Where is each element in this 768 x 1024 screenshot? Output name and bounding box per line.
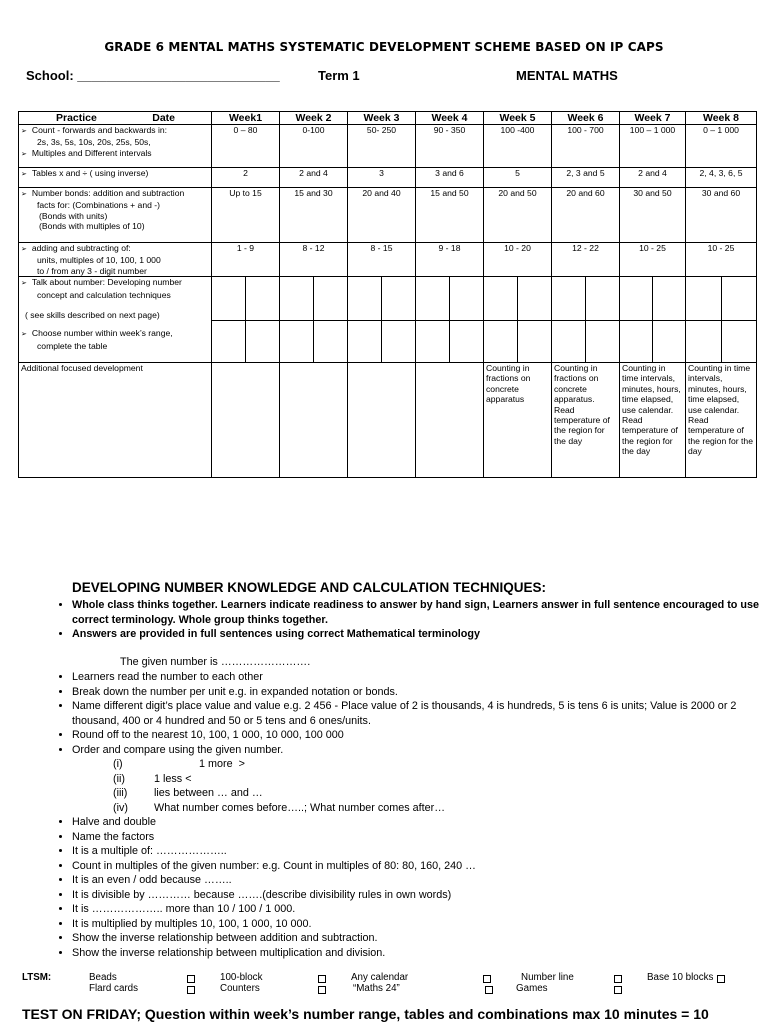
ltsm-item: Counters [220,983,260,994]
list-item: • It is ……………….. more than 10 / 100 / 1 000. [72,902,762,917]
row-line: ➢ Count - forwards and backwards in: [21,125,209,137]
table-row [19,320,757,362]
list-item: • Learners read the number to each other [72,670,762,685]
list-item: • Show the inverse relationship between multiplication and division. [72,946,762,961]
subject-label: MENTAL MATHS [516,68,618,83]
practice-cell [19,277,212,321]
week-value: 2 and 4 [280,168,348,188]
list-item: • Round off to the nearest 10, 100, 1 000, 10 000, 100 000 [72,728,762,743]
ltsm-item: Beads [89,972,117,983]
row-line: concept and calculation techniques [37,289,171,300]
row-line: ➢ adding and subtracting of: [21,243,209,255]
sub-item-text: lies between … and … [154,787,263,799]
week-header: Week 2 [280,112,348,125]
list-item: • Name the factors [72,830,762,845]
week-value: 1 - 9 [212,243,280,277]
sub-item-text: 1 more > [154,758,245,770]
checkbox[interactable] [485,986,493,994]
row-line: to / from any 3 - digit number [37,265,147,276]
checkbox[interactable] [483,975,491,983]
ltsm-item: 100-block [220,972,263,983]
list-item: • It is a multiple of: ……………….. [72,844,762,859]
week-value: 15 and 30 [280,188,348,243]
week-value: 90 - 350 [416,125,484,168]
week-value: 20 and 50 [484,188,552,243]
sub-item [113,757,445,772]
sub-item-text: What number comes before…..; What number comes after… [154,801,446,814]
row-line: (Bonds with multiples of 10) [39,221,145,232]
week-note: Counting in fractions on concrete apparatus. Read temperature of the region for the day [552,362,620,477]
week-header: Week 4 [416,112,484,125]
page-title: GRADE 6 MENTAL MATHS SYSTEMATIC DEVELOPMENT SCHEME BASED ON IP CAPS [104,40,664,54]
week-value: 30 and 60 [686,188,757,243]
row-line: complete the table [37,340,108,351]
week-header: Week 7 [620,112,686,125]
ltsm-item: Base 10 blocks [647,972,714,983]
table-row [19,168,757,188]
ltsm-label: LTSM: [22,972,52,983]
checkbox[interactable] [318,975,326,983]
sub-item-number: (iii) [113,787,128,799]
row-line: units, multiples of 10, 100, 1 000 [37,255,161,266]
list-item: • Answers are provided in full sentences using correct Mathematical terminology [72,627,762,642]
table-header-row [19,112,757,125]
list-item: • Count in multiples of the given number: e.g. Count in multiples of 80: 80, 160, 240 … [72,859,762,874]
week-value: 2 and 4 [620,168,686,188]
checkbox[interactable] [187,975,195,983]
ltsm-item: Games [516,983,548,994]
week-value: 20 and 60 [552,188,620,243]
list-item: • Whole class thinks together. Learners indicate readiness to answer by hand sign, Learners answer in full sentence encouraged to use correct terminology. Whole group thinks together. [72,598,762,627]
list-item: • Break down the number per unit e.g. in expanded notation or bonds. [72,685,762,700]
practice-cell [19,320,212,362]
week-value: 100 - 700 [552,125,620,168]
sub-item-number: (iv) [113,801,128,814]
table-row [19,125,757,168]
list-item: • It is divisible by ………… because …….(describe divisibility rules in own words) [72,888,762,903]
week-value: 2 [212,168,280,188]
week-note: Counting in fractions on concrete apparatus [484,362,552,477]
given-number-line: The given number is ……………………. [120,656,311,668]
row-line: ➢ Multiples and Different intervals [21,148,209,160]
week-note: Counting in time intervals, minutes, hours, time elapsed, use calendar. Read temperature of the region for the day [620,362,686,477]
practice-date-header [19,112,212,125]
row-line: 2s, 3s, 5s, 10s, 20s, 25s, 50s, [37,137,151,148]
week-header: Week 6 [552,112,620,125]
checkbox[interactable] [318,986,326,994]
week-value: 3 [348,168,416,188]
compare-sublist [113,757,445,815]
sub-item [113,801,445,816]
checkbox[interactable] [187,986,195,994]
week-value: 0 – 1 000 [686,125,757,168]
section-heading: DEVELOPING NUMBER KNOWLEDGE AND CALCULATION TECHNIQUES: [72,580,546,595]
week-value: 2, 4, 3, 6, 5 [686,168,757,188]
row-line: (Bonds with units) [39,210,108,221]
week-value: 9 - 18 [416,243,484,277]
week-note: Counting in time intervals, minutes, hours, time elapsed, use calendar. Read temperature of the region for the day [686,362,757,477]
scheme-table [18,111,757,478]
week-value: 8 - 12 [280,243,348,277]
row-line: ➢ Talk about number: Developing number [21,277,209,289]
list-item: • Name different digit’s place value and value e.g. 2 456 - Place value of 2 is thousands, 4 is hundreds, 5 is tens 6 is units; Value is 2000 or 2 thousand, 400 or 4 hundred and 50 or 5 tens and 6 ones/units. [72,699,762,728]
practice-cell [19,188,212,243]
row-line: ➢ Tables x and ÷ ( using inverse) [21,168,209,180]
week-value: 100 – 1 000 [620,125,686,168]
row-line: ➢ Number bonds: addition and subtraction [21,188,209,200]
week-value: 20 and 40 [348,188,416,243]
ltsm-item: Flard cards [89,983,138,994]
sub-item-number: (ii) [113,772,125,785]
week-value: 8 - 15 [348,243,416,277]
week-value: 30 and 50 [620,188,686,243]
bold-instructions-list [54,598,762,642]
week-value: 2, 3 and 5 [552,168,620,188]
week-value: 50- 250 [348,125,416,168]
school-label: School: ____________________________ [26,68,280,83]
row-note: ( see skills described on next page) [25,310,160,321]
checkbox[interactable] [614,975,622,983]
table-row [19,362,757,477]
practice-cell: Additional focused development [19,362,212,477]
practice-cell [19,125,212,168]
week-value: 10 - 25 [620,243,686,277]
list-item: • It is multiplied by multiples 10, 100, 1 000, 10 000. [72,917,762,932]
week-value: 3 and 6 [416,168,484,188]
table-row [19,188,757,243]
week-value: 10 - 25 [686,243,757,277]
checkbox[interactable] [717,975,725,983]
sub-item [113,786,445,801]
technique-list-a [54,670,762,757]
list-item: • Show the inverse relationship between addition and subtraction. [72,931,762,946]
ltsm-item: Any calendar [351,972,409,983]
week-header: Week 8 [686,112,757,125]
ltsm-item: “Maths 24” [353,983,400,994]
list-item: • It is an even / odd because …….. [72,873,762,888]
sub-item-text: 1 less < [154,772,192,785]
week-value: 5 [484,168,552,188]
list-item: • Halve and double [72,815,762,830]
week-value: 10 - 20 [484,243,552,277]
practice-cell [19,243,212,277]
week-value: 100 -400 [484,125,552,168]
checkbox[interactable] [614,986,622,994]
test-note: TEST ON FRIDAY; Question within week’s number range, tables and combinations max 10 minutes = 10 [22,1006,709,1022]
table-row [19,243,757,277]
week-value: 0 – 80 [212,125,280,168]
week-value: 15 and 50 [416,188,484,243]
week-value: 0-100 [280,125,348,168]
technique-list-b [54,815,762,960]
row-line: facts for: (Combinations + and -) [37,200,160,211]
table-row [19,277,757,321]
list-item: • Order and compare using the given number. [72,743,762,758]
date-header: Date [152,112,175,124]
practice-cell [19,168,212,188]
term-label: Term 1 [318,68,360,83]
practice-header: Practice [56,112,97,124]
sub-item [113,772,445,787]
week-header: Week 5 [484,112,552,125]
ltsm-item: Number line [521,972,574,983]
week-value: Up to 15 [212,188,280,243]
week-header: Week 3 [348,112,416,125]
week-value: 12 - 22 [552,243,620,277]
sub-item-number: (i) [113,758,123,770]
week-header: Week1 [212,112,280,125]
row-line: ➢ Choose number within week’s range, [21,328,209,340]
